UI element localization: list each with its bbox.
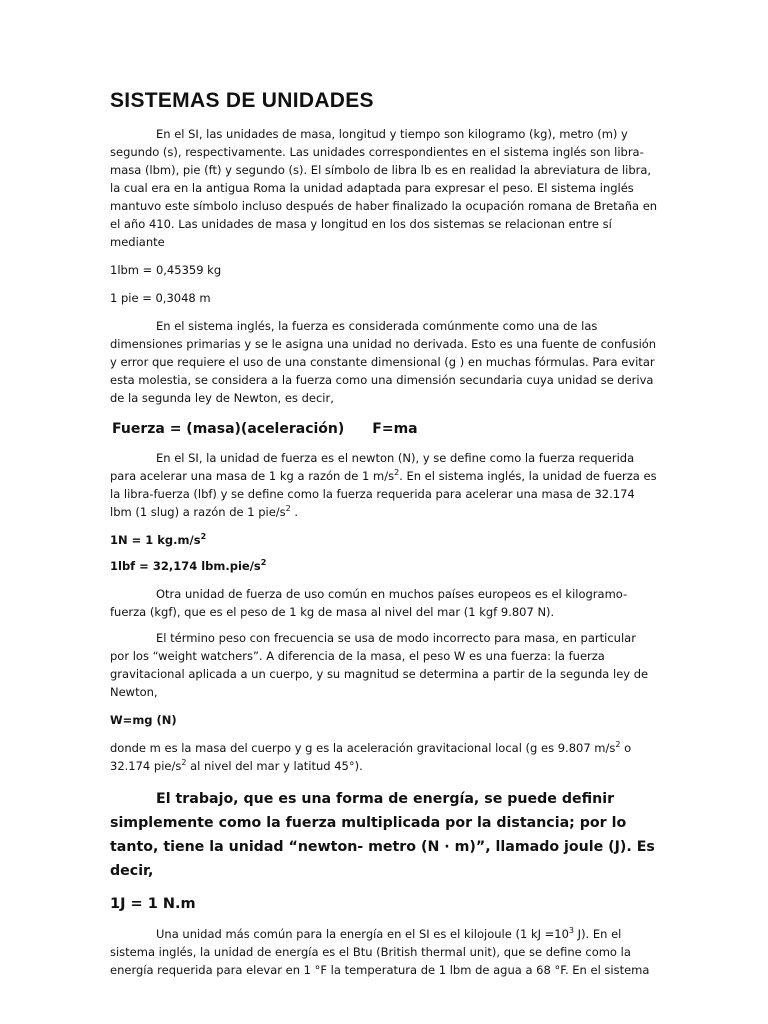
paragraph-si-units: En el SI, las unidades de masa, longitud y tiempo son kilogramo (kg), metro (m) y segundo (s), respectivamente. Las unidades correspondientes en el sistema inglés son libra-masa (lbm), pie (ft) y segundo (s). El símbolo de libra lb es en realidad la abreviatura de libra, la cual era en la antigua Roma la unidad adaptada para expresar el peso. El sistema inglés mantuvo este símbolo incluso después de haber finalizado la ocupación romana de Bretaña en el año 410. Las unidades de masa y longitud en los dos sistemas se relacionan entre sí mediante xyxy=(110,127,658,249)
equation-pie: 1 pie = 0,3048 m xyxy=(110,291,211,305)
document-body xyxy=(110,88,658,979)
paragraph-weight: El término peso con frecuencia se usa de modo incorrecto para masa, en particular por los “weight watchers”. A diferencia de la masa, el peso W es una fuerza: la fuerza gravitacional aplicada a un cuerpo, y su magnitud se determina a partir de la segunda ley de Newton, xyxy=(110,631,649,699)
page-title: SISTEMAS DE UNIDADES xyxy=(110,89,374,112)
paragraph-work-definition: El trabajo, que es una forma de energía, se puede definir simplemente como la fuerza multiplicada por la distancia; por lo tanto, tiene la unidad “newton- metro (N · m)”, llamado joule (J). Es decir, xyxy=(110,791,655,879)
paragraph-newton-definition: En el SI, la unidad de fuerza es el newton (N), y se define como la fuerza requerida para acelerar una masa de 1 kg a razón de 1 $m/s^2$. En el sistema inglés, la unidad de fuerza es la libra-fuerza (lbf) y se define como la fuerza requerida para acelerar una masa de 32.174 lbm (1 slug) a razón de 1 pie/$s^2$ . xyxy=(110,451,657,519)
paragraph-force-english: En el sistema inglés, la fuerza es considerada comúnmente como una de las dimensiones primarias y se le asigna una unidad no derivada. Esto es una fuente de confusión y error que requiere el uso de una constante dimensional (g ) en muchas fórmulas. Para evitar esta molestia, se considera a la fuerza como una dimensión secundaria cuya unidad se deriva de la segunda ley de Newton, es decir, xyxy=(110,319,657,405)
equation-newton: 1N = 1 $kg.m/s^2$ xyxy=(110,532,207,547)
equation-weight: W=mg (N) xyxy=(110,713,177,727)
formula-newton-second-law xyxy=(112,419,658,439)
paragraph-kilogram-force: Otra unidad de fuerza de uso común en muchos países europeos es el kilogramo-fuerza (kgf), que es el peso de 1 kg de masa al nivel del mar (1 kgf 9.807 N). xyxy=(110,587,628,619)
equation-lbm: 1lbm = 0,45359 kg xyxy=(110,263,222,277)
equation-lbf: 1lbf = 32,174 $lbm.pie/s^2$ xyxy=(110,558,267,573)
paragraph-energy-units: Una unidad más común para la energía en el SI es el kilojoule (1 kJ $=10^3$ J). En el sistema inglés, la unidad de energía es el Btu (British thermal unit), que se define como la energía requerida para elevar en 1 °F la temperatura de 1 lbm de agua a 68 °F. En el sistema xyxy=(110,926,650,977)
equation-joule: 1J = 1 N.m xyxy=(110,896,196,912)
formula-symbolic: F=ma xyxy=(372,421,418,437)
formula-text: Fuerza = (masa)(aceleración) xyxy=(112,421,345,437)
paragraph-gravity: donde m es la masa del cuerpo y g es la aceleración gravitacional local (g es 9.807 $m/s^2$ o 32.174 pie/$s^2$ al nivel del mar y latitud 45°). xyxy=(110,740,632,773)
